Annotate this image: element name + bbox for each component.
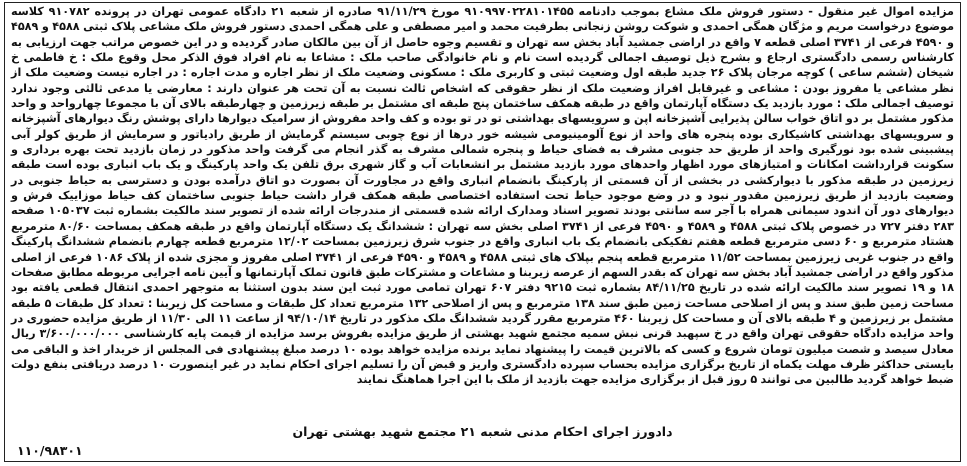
notice-body-text: مزایده اموال غیر منقول - دستور فروش ملک مشاع بموجب دادنامه ۹۱۰۹۹۷۰۲۲۸۱۰۱۴۵۵ مورخ ۹۱/۱۱/۲۹ صادره از شعبه ۲۱ دادگاه عمومی تهران در پرونده ۹۱۰۷۸۲ کلاسه موضوع درخواست مریم و مژگان همگی احمدی و شوکت روشن زنجانی بطرفیت محمد و امیر مصطفی و علی همگی احمدی دستور فروش ملک مشاعی پلاک ثبتی ۴۵۸۸ و ۴۵۸۹ و ۴۵۹۰ فرعی از ۳۷۴۱ اصلی قطعه ۷ واقع در اراضی جمشید آباد بخش سه تهران و تقسیم وجوه حاصل از آن بین مالکان صادر گردیده و در این خصوص مراتب جهت ارزیابی به کارشناس رسمی دادگستری ارجاع و بشرح ذیل توصیف اجمالی گردیده است نام و نام خانوادگی صاحب ملک : مشاعا به نام افراد فوق الذکر محل وقوع ملک : خ فاطمی خ شیخان (ششم ساعی ) کوچه مرجان پلاک ۲۶ جدید طبقه اول وضعیت ثبتی و کاربری ملک : مسکونی وضعیت ملک از نظر اجاره و مدت اجاره : در اجاره نیست وضعیت ملک از نظر مشاعی یا مفروز بودن : مشاعی و غیرقابل افراز وضعیت ملک از نظر حقوقی که اشخاص ثالث نسبت به آن تحت هر عنوان دارند : معارضی یا مدعی ثالثی وجود ندارد توصیف اجمالی ملک : مورد بازدید یک دستگاه آپارتمان واقع در طبقه همکف ساختمان پنج طبقه ای مشتمل بر طبقه زیرزمین و چهارطبقه بالای آن با مجموعا چهارواحد و واحد مذکور مشتمل بر دو اتاق خواب سالن پذیرایی آشپزخانه اپن و سرویسهای بهداشتی تو در تو بوده و کف واحد مفروش از سرامیک دیوارها دارای پوشش رنگ دیوارهای آشپزخانه و سرویسهای بهداشتی کاشیکاری بوده پنجره های واحد از نوع آلومینیومی شیشه خور درها از نوع چوبی سیستم گرمایش از طریق رادیاتور و سرمایش از طریق کولر آبی پیشبینی شده بود نورگیری واحد از طریق حد جنوبی مشرف به فضای حیاط و پنجره شمالی مشرف به گذر انجام می گرفت واحد مذکور در زمان بازدید تحت بهره برداری و سکونت قرارداشت امکانات و امتیازهای مورد اظهار واحدهای مورد بازدید مشتمل بر انشعابات آب و گاز شهری برق تلفن یک واحد پارکینگ و یک باب انباری بوده است طبقه زیرزمین در طبقه مذکور با دیوارکشی در بخشی از آن قسمتی از پارکینگ بانضمام انباری واقع در مجاورت آن بصورت دو اتاق درآمده بودن و دسترسی به حیاط جنوبی در وضعیت بازدید از طریق زیرزمین مقدور نبود و در وضع موجود حیاط تحت استفاده اختصاصی طبقه همکف قرار داشت حیاط جنوبی ساختمان کف حیاط موزاییک فرش و دیوارهای دور آن اندود سیمانی همراه با آجر سه سانتی بودند تصویر اسناد ومدارک ارائه شده قسمتی از مندرجات ارائه شده از تصویر سند مالکیت بشماره ثبت ۱۰۵۰۳۷ صفحه ۲۸۳ دفتر ۷۲۷ در خصوص پلاک ثبتی ۴۵۸۸ و ۴۵۸۹ و ۴۵۹۰ فرعی از ۳۷۴۱ اصلی بخش سه تهران : ششدانگ یک دستگاه آپارتمان واقع در طبقه همکف بمساحت ۸۰/۶۰ مترمربع هشتاد مترمربع و ۶۰ دسی مترمربع قطعه هفتم تفکیکی بانضمام یک باب انباری واقع در جنوب شرق زیرزمین بمساحت ۱۲/۰۲ مترمربع قطعه چهارم بانضمام ششدانگ پارکینگ واقع در جنوب غربی زیرزمین بمساحت ۱۱/۵۲ مترمربع قطعه پنجم بپلاک های ثبتی ۴۵۸۸ و ۴۵۸۹ و ۴۵۹۰ فرعی از ۳۷۴۱ اصلی مفروز و مجزی شده از پلاک ۱۰۸۶ فرعی از اصلی مذکور واقع در اراضی جمشید آباد بخش سه تهران که بقدر السهم از عرصه زیربنا و مشاعات و مشترکات طبق قانون تملک آپارتمانها و آیین نامه اجرایی مربوطه مطابق صفحات ۱۸ و ۱۹ تصویر سند مالکیت ارائه شده در تاریخ ۸۴/۱۱/۲۵ بشماره ثبت ۹۲۱۵ دفتر ۶۰۷ تهران تمامی مورد ثبت این سند بدون استثنا به متوجهر احمدی انتقال قطعی یافته بود مساحت زمین طبق سند و پس از اصلاحی مساحت زمین طبق سند ۱۳۸ مترمربع و پس از اصلاحی ۱۳۲ مترمربع تعداد کل طبقات و مساحت کل زیربنا : تعداد کل طبقات ۵ طبقه مشتمل بر زیرزمین و ۴ طبقه بالای آن و مساحت کل زیربنا ۴۶۰ مترمربع مقرر گردید ششدانگ ملک مذکور در تاریخ ۹۴/۱۰/۱۴ از ساعت ۱۱ الی ۱۱/۳۰ از طریق مزایده حضوری در واحد مزایده دادگاه حقوقی تهران واقع در خ سپهبد قرنی نبش سمیه مجتمع شهید بهشتی از طریق مزایده بفروش برسد مزایده از قیمت پایه کارشناسی ۳/۶۰۰/۰۰۰/۰۰۰ ریال معادل سیصد و شصت میلیون تومان شروع و کسی که بالاترین قیمت را پیشنهاد نماید برنده مزایده خواهد بوده ۱۰ درصد مبلغ پیشنهادی فی المجلس از خریدار اخذ و الباقی می بایستی حداکثر ظرف مهلت یکماه از تاریخ برگزاری مزایده بحساب سپرده دادگستری واریز و قبض آن را تسلیم اجرای احکام نماید در غیر اینصورت ۱۰ درصد دریافتی بنفع دولت ضبط خواهد گردید طالبین می توانند ۵ روز قبل از برگزاری مزایده جهت بازدید از ملک با این اجرا هماهنگ نمایند [11,5,955,387]
notice-footer [5,424,960,439]
court-auction-notice [4,2,961,462]
notice-reference-number: ۱۱۰/۹۸۳۰۱ [17,443,83,458]
court-officer-signature-line: دادورز اجرای احکام مدنی شعبه ۲۱ مجتمع شهید بهشتی تهران [292,424,673,439]
